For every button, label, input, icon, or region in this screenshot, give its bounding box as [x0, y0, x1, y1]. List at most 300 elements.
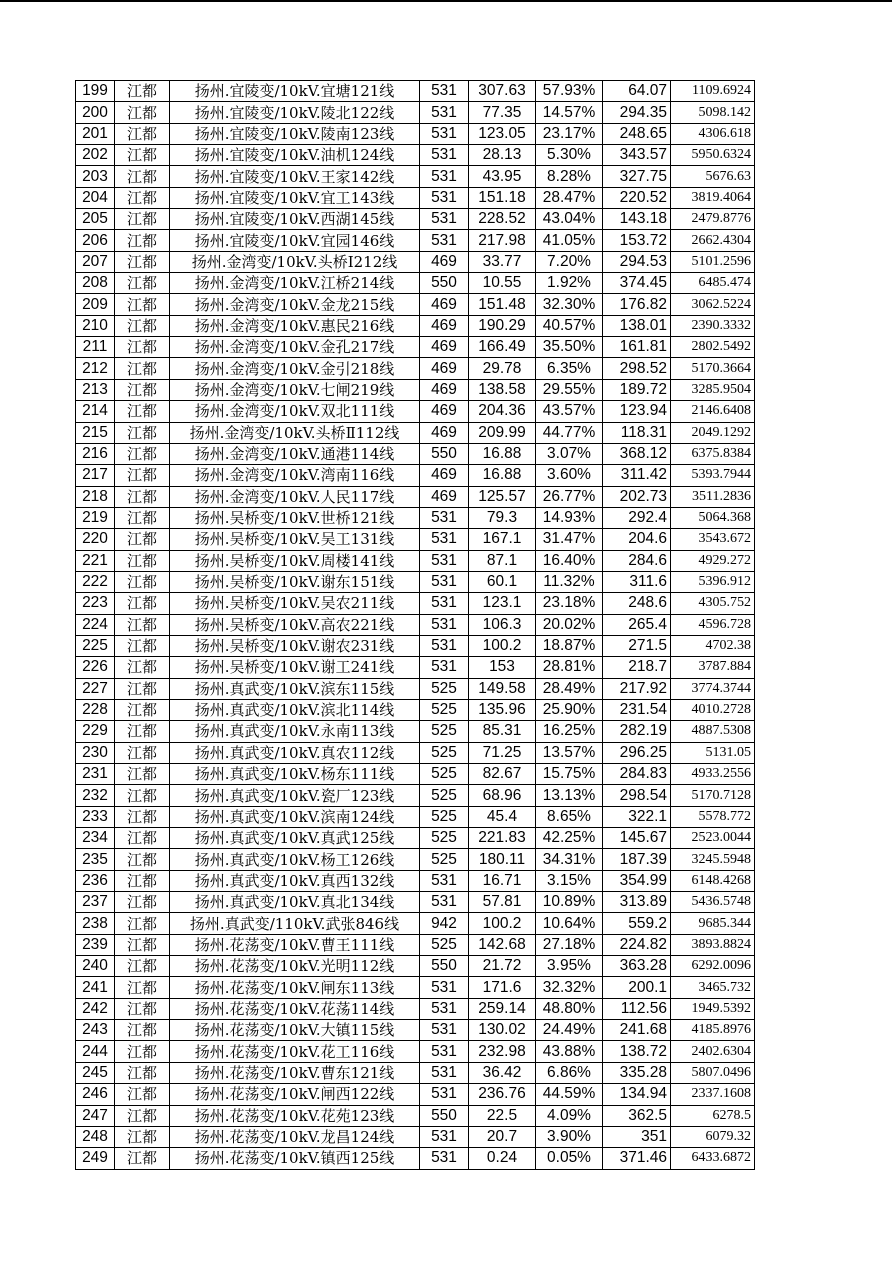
- table-row: [76, 379, 755, 400]
- load-rate-cell: 42.25%: [536, 828, 603, 849]
- capacity-cell: 531: [420, 998, 469, 1019]
- remaining-kva-cell: 2390.3332: [671, 315, 755, 336]
- feeder-name-cell: 扬州.真武变/10kV.滨东115线: [170, 678, 420, 699]
- load-rate-cell: 31.47%: [536, 529, 603, 550]
- load-rate-cell: 3.15%: [536, 870, 603, 891]
- current-load-cell: 87.1: [469, 550, 536, 571]
- remaining-capacity-cell: 298.52: [603, 358, 671, 379]
- remaining-capacity-cell: 559.2: [603, 913, 671, 934]
- capacity-cell: 469: [420, 465, 469, 486]
- feeder-name-cell: 扬州.真武变/10kV.真武125线: [170, 828, 420, 849]
- remaining-kva-cell: 5676.63: [671, 166, 755, 187]
- load-rate-cell: 14.57%: [536, 102, 603, 123]
- district-cell: 江都: [115, 337, 170, 358]
- load-rate-cell: 43.88%: [536, 1041, 603, 1062]
- remaining-kva-cell: 6079.32: [671, 1126, 755, 1147]
- feeder-name-cell: 扬州.宜陵变/10kV.陵南123线: [170, 123, 420, 144]
- capacity-cell: 531: [420, 977, 469, 998]
- remaining-kva-cell: 3819.4064: [671, 187, 755, 208]
- table-row: [76, 294, 755, 315]
- remaining-kva-cell: 6375.8384: [671, 443, 755, 464]
- current-load-cell: 43.95: [469, 166, 536, 187]
- table-row: [76, 635, 755, 656]
- district-cell: 江都: [115, 1148, 170, 1169]
- feeder-name-cell: 扬州.金湾变/10kV.通港114线: [170, 443, 420, 464]
- load-rate-cell: 4.09%: [536, 1105, 603, 1126]
- row-number-cell: 234: [76, 828, 115, 849]
- row-number-cell: 220: [76, 529, 115, 550]
- capacity-cell: 531: [420, 614, 469, 635]
- capacity-cell: 531: [420, 209, 469, 230]
- remaining-kva-cell: 5098.142: [671, 102, 755, 123]
- current-load-cell: 77.35: [469, 102, 536, 123]
- load-rate-cell: 8.65%: [536, 806, 603, 827]
- district-cell: 江都: [115, 422, 170, 443]
- row-number-cell: 204: [76, 187, 115, 208]
- current-load-cell: 28.13: [469, 145, 536, 166]
- remaining-capacity-cell: 143.18: [603, 209, 671, 230]
- load-rate-cell: 48.80%: [536, 998, 603, 1019]
- current-load-cell: 204.36: [469, 401, 536, 422]
- current-load-cell: 138.58: [469, 379, 536, 400]
- load-rate-cell: 43.04%: [536, 209, 603, 230]
- row-number-cell: 239: [76, 934, 115, 955]
- table-row: [76, 849, 755, 870]
- remaining-capacity-cell: 294.53: [603, 251, 671, 272]
- current-load-cell: 71.25: [469, 742, 536, 763]
- current-load-cell: 60.1: [469, 571, 536, 592]
- table-row: [76, 1062, 755, 1083]
- load-rate-cell: 23.18%: [536, 593, 603, 614]
- remaining-capacity-cell: 313.89: [603, 892, 671, 913]
- district-cell: 江都: [115, 1020, 170, 1041]
- feeder-name-cell: 扬州.宜陵变/10kV.王家142线: [170, 166, 420, 187]
- district-cell: 江都: [115, 507, 170, 528]
- row-number-cell: 249: [76, 1148, 115, 1169]
- feeder-name-cell: 扬州.吴桥变/10kV.谢工241线: [170, 657, 420, 678]
- feeder-name-cell: 扬州.真武变/10kV.真西132线: [170, 870, 420, 891]
- load-rate-cell: 57.93%: [536, 81, 603, 102]
- district-cell: 江都: [115, 550, 170, 571]
- remaining-kva-cell: 2146.6408: [671, 401, 755, 422]
- row-number-cell: 199: [76, 81, 115, 102]
- district-cell: 江都: [115, 486, 170, 507]
- remaining-capacity-cell: 248.65: [603, 123, 671, 144]
- district-cell: 江都: [115, 187, 170, 208]
- district-cell: 江都: [115, 102, 170, 123]
- current-load-cell: 166.49: [469, 337, 536, 358]
- capacity-cell: 469: [420, 401, 469, 422]
- table-row: [76, 956, 755, 977]
- remaining-capacity-cell: 64.07: [603, 81, 671, 102]
- remaining-kva-cell: 5393.7944: [671, 465, 755, 486]
- current-load-cell: 125.57: [469, 486, 536, 507]
- remaining-capacity-cell: 138.72: [603, 1041, 671, 1062]
- current-load-cell: 16.88: [469, 465, 536, 486]
- table-row: [76, 614, 755, 635]
- capacity-cell: 525: [420, 699, 469, 720]
- capacity-cell: 531: [420, 166, 469, 187]
- remaining-kva-cell: 2479.8776: [671, 209, 755, 230]
- remaining-capacity-cell: 298.54: [603, 785, 671, 806]
- load-rate-cell: 13.57%: [536, 742, 603, 763]
- current-load-cell: 0.24: [469, 1148, 536, 1169]
- remaining-kva-cell: 3285.9504: [671, 379, 755, 400]
- remaining-kva-cell: 4306.618: [671, 123, 755, 144]
- remaining-capacity-cell: 368.12: [603, 443, 671, 464]
- table-row: [76, 145, 755, 166]
- remaining-kva-cell: 4887.5308: [671, 721, 755, 742]
- row-number-cell: 243: [76, 1020, 115, 1041]
- remaining-kva-cell: 2402.6304: [671, 1041, 755, 1062]
- remaining-capacity-cell: 204.6: [603, 529, 671, 550]
- row-number-cell: 242: [76, 998, 115, 1019]
- district-cell: 江都: [115, 166, 170, 187]
- remaining-capacity-cell: 351: [603, 1126, 671, 1147]
- district-cell: 江都: [115, 209, 170, 230]
- load-rate-cell: 27.18%: [536, 934, 603, 955]
- district-cell: 江都: [115, 764, 170, 785]
- remaining-capacity-cell: 294.35: [603, 102, 671, 123]
- row-number-cell: 208: [76, 273, 115, 294]
- remaining-capacity-cell: 354.99: [603, 870, 671, 891]
- row-number-cell: 247: [76, 1105, 115, 1126]
- row-number-cell: 233: [76, 806, 115, 827]
- load-rate-cell: 29.55%: [536, 379, 603, 400]
- remaining-kva-cell: 4933.2556: [671, 764, 755, 785]
- remaining-kva-cell: 3893.8824: [671, 934, 755, 955]
- load-rate-cell: 35.50%: [536, 337, 603, 358]
- feeder-load-table: [75, 80, 755, 1170]
- district-cell: 江都: [115, 230, 170, 251]
- row-number-cell: 218: [76, 486, 115, 507]
- remaining-kva-cell: 5436.5748: [671, 892, 755, 913]
- remaining-capacity-cell: 134.94: [603, 1084, 671, 1105]
- capacity-cell: 469: [420, 486, 469, 507]
- load-rate-cell: 26.77%: [536, 486, 603, 507]
- capacity-cell: 469: [420, 358, 469, 379]
- district-cell: 江都: [115, 913, 170, 934]
- remaining-kva-cell: 3465.732: [671, 977, 755, 998]
- table-row: [76, 571, 755, 592]
- table-row: [76, 1148, 755, 1169]
- table-row: [76, 657, 755, 678]
- row-number-cell: 230: [76, 742, 115, 763]
- table-row: [76, 443, 755, 464]
- table-row: [76, 1126, 755, 1147]
- table-row: [76, 315, 755, 336]
- table-row: [76, 934, 755, 955]
- row-number-cell: 211: [76, 337, 115, 358]
- district-cell: 江都: [115, 635, 170, 656]
- table-row: [76, 230, 755, 251]
- row-number-cell: 224: [76, 614, 115, 635]
- remaining-capacity-cell: 343.57: [603, 145, 671, 166]
- load-rate-cell: 7.20%: [536, 251, 603, 272]
- feeder-name-cell: 扬州.花荡变/10kV.光明112线: [170, 956, 420, 977]
- remaining-capacity-cell: 220.52: [603, 187, 671, 208]
- row-number-cell: 223: [76, 593, 115, 614]
- remaining-capacity-cell: 311.42: [603, 465, 671, 486]
- district-cell: 江都: [115, 1105, 170, 1126]
- row-number-cell: 214: [76, 401, 115, 422]
- row-number-cell: 228: [76, 699, 115, 720]
- capacity-cell: 550: [420, 956, 469, 977]
- table-row: [76, 337, 755, 358]
- table-row: [76, 358, 755, 379]
- feeder-name-cell: 扬州.真武变/10kV.杨东111线: [170, 764, 420, 785]
- row-number-cell: 212: [76, 358, 115, 379]
- remaining-kva-cell: 5064.368: [671, 507, 755, 528]
- feeder-name-cell: 扬州.金湾变/10kV.七闸219线: [170, 379, 420, 400]
- load-rate-cell: 10.89%: [536, 892, 603, 913]
- table-row: [76, 401, 755, 422]
- remaining-capacity-cell: 218.7: [603, 657, 671, 678]
- feeder-name-cell: 扬州.花荡变/10kV.曹王111线: [170, 934, 420, 955]
- current-load-cell: 307.63: [469, 81, 536, 102]
- capacity-cell: 525: [420, 934, 469, 955]
- current-load-cell: 57.81: [469, 892, 536, 913]
- district-cell: 江都: [115, 1041, 170, 1062]
- remaining-capacity-cell: 282.19: [603, 721, 671, 742]
- current-load-cell: 123.1: [469, 593, 536, 614]
- row-number-cell: 221: [76, 550, 115, 571]
- capacity-cell: 531: [420, 593, 469, 614]
- load-rate-cell: 28.49%: [536, 678, 603, 699]
- feeder-name-cell: 扬州.宜陵变/10kV.宜园146线: [170, 230, 420, 251]
- remaining-kva-cell: 5170.3664: [671, 358, 755, 379]
- district-cell: 江都: [115, 998, 170, 1019]
- current-load-cell: 10.55: [469, 273, 536, 294]
- current-load-cell: 142.68: [469, 934, 536, 955]
- capacity-cell: 469: [420, 294, 469, 315]
- district-cell: 江都: [115, 315, 170, 336]
- table-row: [76, 699, 755, 720]
- table-row: [76, 209, 755, 230]
- capacity-cell: 531: [420, 529, 469, 550]
- load-rate-cell: 28.81%: [536, 657, 603, 678]
- table-row: [76, 166, 755, 187]
- feeder-name-cell: 扬州.真武变/10kV.真北134线: [170, 892, 420, 913]
- load-rate-cell: 44.59%: [536, 1084, 603, 1105]
- feeder-name-cell: 扬州.金湾变/10kV.人民117线: [170, 486, 420, 507]
- feeder-name-cell: 扬州.金湾变/10kV.惠民216线: [170, 315, 420, 336]
- district-cell: 江都: [115, 785, 170, 806]
- district-cell: 江都: [115, 657, 170, 678]
- feeder-name-cell: 扬州.真武变/10kV.瓷厂123线: [170, 785, 420, 806]
- load-rate-cell: 24.49%: [536, 1020, 603, 1041]
- row-number-cell: 225: [76, 635, 115, 656]
- row-number-cell: 217: [76, 465, 115, 486]
- load-rate-cell: 10.64%: [536, 913, 603, 934]
- feeder-name-cell: 扬州.金湾变/10kV.湾南116线: [170, 465, 420, 486]
- capacity-cell: 531: [420, 102, 469, 123]
- feeder-name-cell: 扬州.吴桥变/10kV.高农221线: [170, 614, 420, 635]
- current-load-cell: 259.14: [469, 998, 536, 1019]
- remaining-capacity-cell: 231.54: [603, 699, 671, 720]
- table-row: [76, 251, 755, 272]
- current-load-cell: 167.1: [469, 529, 536, 550]
- load-rate-cell: 40.57%: [536, 315, 603, 336]
- capacity-cell: 550: [420, 273, 469, 294]
- table-row: [76, 892, 755, 913]
- feeder-name-cell: 扬州.花荡变/10kV.花荡114线: [170, 998, 420, 1019]
- feeder-name-cell: 扬州.金湾变/10kV.头桥Ⅰ212线: [170, 251, 420, 272]
- remaining-kva-cell: 4185.8976: [671, 1020, 755, 1041]
- feeder-name-cell: 扬州.花荡变/10kV.大镇115线: [170, 1020, 420, 1041]
- row-number-cell: 201: [76, 123, 115, 144]
- district-cell: 江都: [115, 699, 170, 720]
- row-number-cell: 232: [76, 785, 115, 806]
- load-rate-cell: 11.32%: [536, 571, 603, 592]
- load-rate-cell: 28.47%: [536, 187, 603, 208]
- load-rate-cell: 14.93%: [536, 507, 603, 528]
- district-cell: 江都: [115, 443, 170, 464]
- remaining-capacity-cell: 224.82: [603, 934, 671, 955]
- table-row: [76, 806, 755, 827]
- remaining-kva-cell: 5807.0496: [671, 1062, 755, 1083]
- row-number-cell: 240: [76, 956, 115, 977]
- current-load-cell: 221.83: [469, 828, 536, 849]
- table-row: [76, 721, 755, 742]
- table-row: [76, 529, 755, 550]
- table-row: [76, 678, 755, 699]
- remaining-kva-cell: 5578.772: [671, 806, 755, 827]
- feeder-name-cell: 扬州.金湾变/10kV.金龙215线: [170, 294, 420, 315]
- load-rate-cell: 43.57%: [536, 401, 603, 422]
- district-cell: 江都: [115, 828, 170, 849]
- district-cell: 江都: [115, 145, 170, 166]
- remaining-capacity-cell: 187.39: [603, 849, 671, 870]
- row-number-cell: 209: [76, 294, 115, 315]
- capacity-cell: 531: [420, 1062, 469, 1083]
- current-load-cell: 151.48: [469, 294, 536, 315]
- feeder-name-cell: 扬州.花荡变/10kV.龙昌124线: [170, 1126, 420, 1147]
- district-cell: 江都: [115, 529, 170, 550]
- remaining-capacity-cell: 284.83: [603, 764, 671, 785]
- feeder-name-cell: 扬州.宜陵变/10kV.油机124线: [170, 145, 420, 166]
- row-number-cell: 236: [76, 870, 115, 891]
- feeder-name-cell: 扬州.金湾变/10kV.金孔217线: [170, 337, 420, 358]
- current-load-cell: 209.99: [469, 422, 536, 443]
- table-row: [76, 764, 755, 785]
- district-cell: 江都: [115, 742, 170, 763]
- capacity-cell: 525: [420, 828, 469, 849]
- page-top-rule: [0, 0, 892, 2]
- load-rate-cell: 20.02%: [536, 614, 603, 635]
- remaining-kva-cell: 6292.0096: [671, 956, 755, 977]
- row-number-cell: 203: [76, 166, 115, 187]
- capacity-cell: 525: [420, 806, 469, 827]
- capacity-cell: 942: [420, 913, 469, 934]
- load-rate-cell: 1.92%: [536, 273, 603, 294]
- district-cell: 江都: [115, 956, 170, 977]
- remaining-capacity-cell: 322.1: [603, 806, 671, 827]
- feeder-name-cell: 扬州.吴桥变/10kV.谢农231线: [170, 635, 420, 656]
- district-cell: 江都: [115, 977, 170, 998]
- district-cell: 江都: [115, 614, 170, 635]
- remaining-capacity-cell: 374.45: [603, 273, 671, 294]
- remaining-capacity-cell: 335.28: [603, 1062, 671, 1083]
- feeder-name-cell: 扬州.金湾变/10kV.头桥Ⅱ112线: [170, 422, 420, 443]
- remaining-kva-cell: 3511.2836: [671, 486, 755, 507]
- district-cell: 江都: [115, 870, 170, 891]
- remaining-capacity-cell: 200.1: [603, 977, 671, 998]
- remaining-capacity-cell: 371.46: [603, 1148, 671, 1169]
- load-rate-cell: 6.86%: [536, 1062, 603, 1083]
- remaining-kva-cell: 2662.4304: [671, 230, 755, 251]
- capacity-cell: 531: [420, 1084, 469, 1105]
- row-number-cell: 216: [76, 443, 115, 464]
- capacity-cell: 531: [420, 1148, 469, 1169]
- current-load-cell: 36.42: [469, 1062, 536, 1083]
- feeder-name-cell: 扬州.花荡变/10kV.闸西122线: [170, 1084, 420, 1105]
- feeder-name-cell: 扬州.真武变/10kV.杨工126线: [170, 849, 420, 870]
- table-body: [76, 81, 755, 1170]
- load-rate-cell: 3.90%: [536, 1126, 603, 1147]
- capacity-cell: 531: [420, 1126, 469, 1147]
- current-load-cell: 68.96: [469, 785, 536, 806]
- feeder-name-cell: 扬州.真武变/10kV.滨北114线: [170, 699, 420, 720]
- remaining-kva-cell: 5950.6324: [671, 145, 755, 166]
- table-row: [76, 742, 755, 763]
- table-row: [76, 465, 755, 486]
- remaining-kva-cell: 3774.3744: [671, 678, 755, 699]
- current-load-cell: 130.02: [469, 1020, 536, 1041]
- remaining-kva-cell: 4702.38: [671, 635, 755, 656]
- table-row: [76, 1105, 755, 1126]
- table-row: [76, 785, 755, 806]
- table-row: [76, 1041, 755, 1062]
- table-row: [76, 870, 755, 891]
- remaining-kva-cell: 4010.2728: [671, 699, 755, 720]
- table-row: [76, 550, 755, 571]
- capacity-cell: 531: [420, 550, 469, 571]
- remaining-kva-cell: 4305.752: [671, 593, 755, 614]
- table-row: [76, 273, 755, 294]
- current-load-cell: 45.4: [469, 806, 536, 827]
- table-row: [76, 422, 755, 443]
- row-number-cell: 207: [76, 251, 115, 272]
- current-load-cell: 153: [469, 657, 536, 678]
- feeder-name-cell: 扬州.金湾变/10kV.金引218线: [170, 358, 420, 379]
- feeder-name-cell: 扬州.宜陵变/10kV.陵北122线: [170, 102, 420, 123]
- remaining-kva-cell: 3062.5224: [671, 294, 755, 315]
- capacity-cell: 469: [420, 422, 469, 443]
- row-number-cell: 248: [76, 1126, 115, 1147]
- district-cell: 江都: [115, 379, 170, 400]
- load-rate-cell: 32.30%: [536, 294, 603, 315]
- row-number-cell: 231: [76, 764, 115, 785]
- capacity-cell: 525: [420, 849, 469, 870]
- feeder-name-cell: 扬州.花荡变/10kV.花苑123线: [170, 1105, 420, 1126]
- feeder-name-cell: 扬州.宜陵变/10kV.宜塘121线: [170, 81, 420, 102]
- row-number-cell: 200: [76, 102, 115, 123]
- district-cell: 江都: [115, 81, 170, 102]
- remaining-kva-cell: 6278.5: [671, 1105, 755, 1126]
- table-row: [76, 593, 755, 614]
- table-row: [76, 977, 755, 998]
- capacity-cell: 531: [420, 657, 469, 678]
- table-row: [76, 828, 755, 849]
- remaining-capacity-cell: 327.75: [603, 166, 671, 187]
- remaining-kva-cell: 2049.1292: [671, 422, 755, 443]
- feeder-name-cell: 扬州.宜陵变/10kV.西湖145线: [170, 209, 420, 230]
- load-rate-cell: 3.95%: [536, 956, 603, 977]
- capacity-cell: 531: [420, 571, 469, 592]
- row-number-cell: 229: [76, 721, 115, 742]
- current-load-cell: 21.72: [469, 956, 536, 977]
